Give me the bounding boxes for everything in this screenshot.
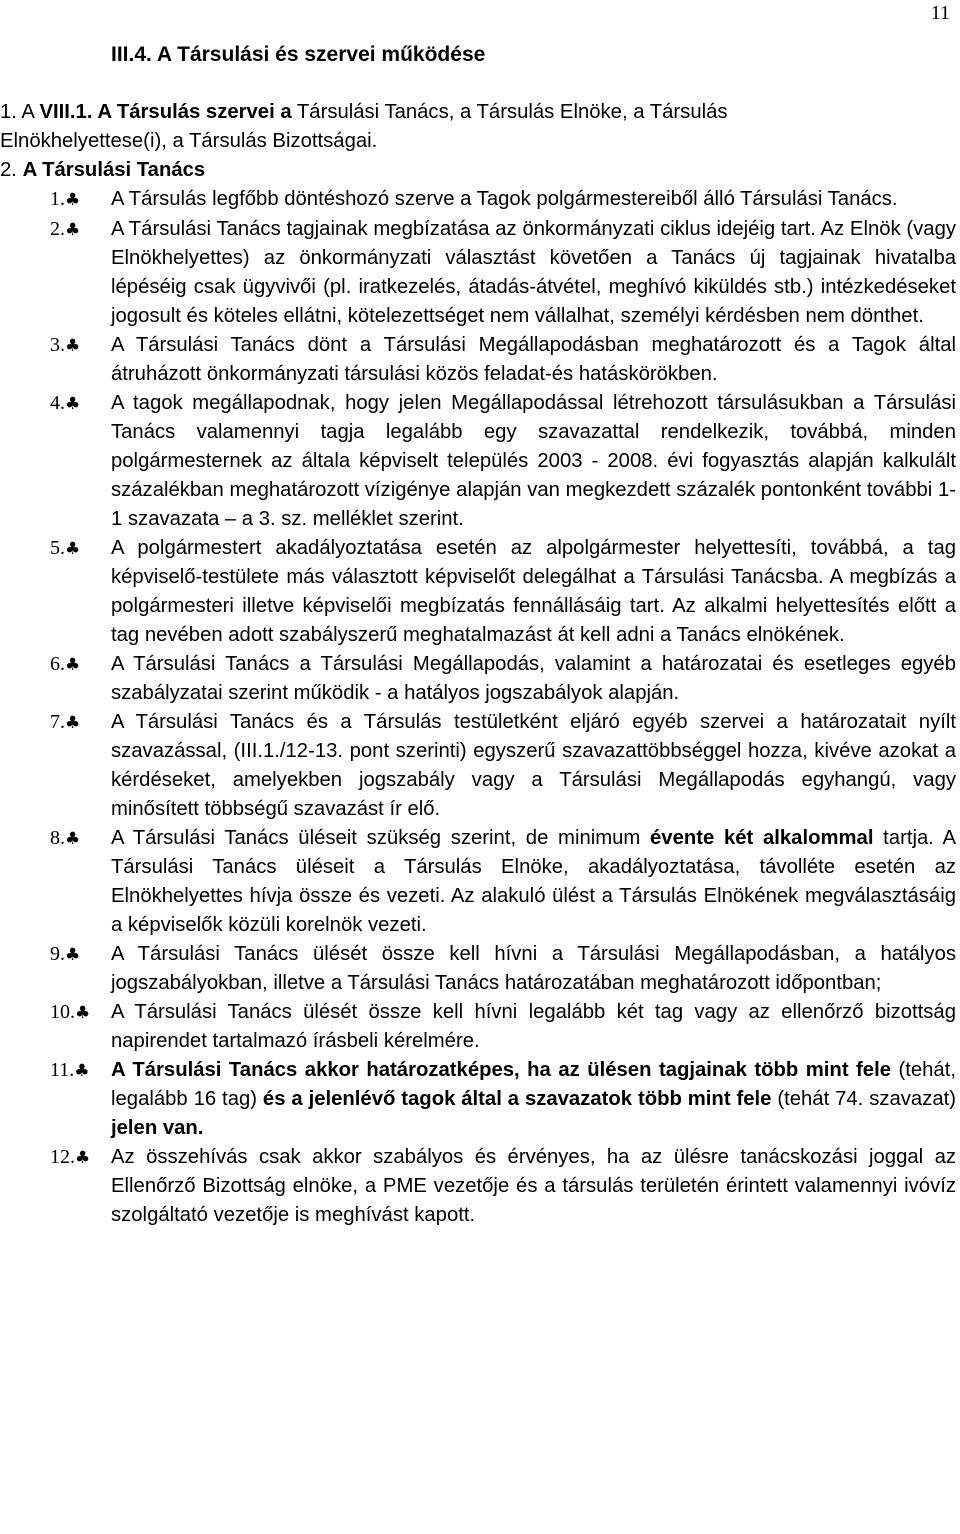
clause-number: 4. [50,392,65,414]
clause-number: 11. [50,1059,75,1081]
clause-number: 9. [50,943,65,965]
clause-11 [0,1056,958,1143]
club-bullet-icon: ♣ [75,1003,91,1023]
clause-marker [0,940,111,970]
intro-number: 1. A [0,101,40,123]
clause-bold-part: évente két alkalommal [650,827,874,849]
clause-7 [0,708,958,824]
clause-number: 8. [50,827,65,849]
clause-text-part: (tehát, legalább 16 tag) [111,1059,956,1110]
clause-marker [0,185,111,215]
clause-text: A Társulási Tanács dönt a Társulási Megállapodásban meghatározott és a Tagok által átruházott önkormányzati társulási közös feladat-és hatáskörökben. [111,334,956,385]
clause-bold-part: jelen van. [111,1117,204,1139]
clause-text [111,824,958,940]
sub-heading-title: A Társulási Tanács [22,159,206,181]
club-bullet-icon: ♣ [65,713,81,733]
sub-heading-number: 2. [0,159,23,181]
club-bullet-icon: ♣ [75,1148,91,1168]
clause-number: 5. [50,537,65,559]
intro-bold: VIII.1. A Társulás szervei a [39,101,292,123]
clause-bold-part: és a jelenlévő tagok által a szavazatok több mint fele [262,1088,772,1110]
clause-marker [0,1056,111,1086]
clause-number: 10. [50,1001,75,1023]
clause-text-part: tartja. A Társulási Tanács üléseit a Társulás Elnöke, akadályoztatása, távolléte esetén az Elnökhelyettes hívja össze és vezeti. Az alakuló ülést a Társulás Elnökének megválasztásáig a képviselők közüli korelnök vezeti. [111,827,956,936]
clause-5 [0,534,958,650]
club-bullet-icon: ♣ [65,829,81,849]
clause-4 [0,389,958,534]
page-number: 11 [930,2,950,24]
club-bullet-icon: ♣ [65,539,81,559]
intro-rest: Társulási Tanács, a Társulás Elnöke, a Társulás [291,101,728,123]
clause-text: A tagok megállapodnak, hogy jelen Megállapodással létrehozott társulásukban a Társulási Tanács valamennyi tagja legalább egy szavazattal rendelkezik, továbbá, minden polgármesternek az általa képviselt település 2003 - 2008. évi fogyasztás alapján kalkulált százalékban meghatározott vízigénye alapján van megkezdett százalék pontonként további 1-1 szavazata – a 3. sz. melléklet szerint. [111,392,956,530]
clause-number: 6. [50,653,65,675]
intro-line2: Elnökhelyettese(i), a Társulás Bizottságai. [0,130,378,152]
clause-text: A Társulási Tanács és a Társulás testületként eljáró egyéb szervei a határozatait nyílt szavazással, (III.1./12-13. pont szerinti) egyszerű szavazattöbbséggel hozza, kivéve azokat a kérdéseket, amelyekben jogszabály vagy a Társulási Megállapodás egyhangú, vagy minősített többségű szavazást ír elő. [111,711,956,820]
clause-text: A Társulási Tanács a Társulási Megállapodás, valamint a határozatai és esetleges egyéb szabályzatai szerint működik - a hatályos jogszabályok alapján. [111,653,956,704]
intro-paragraph [0,98,958,156]
clause-text-part: (tehát 74. szavazat) [771,1088,956,1110]
document-body [0,40,958,1230]
club-bullet-icon: ♣ [65,945,81,965]
clause-text: A Társulás legfőbb döntéshozó szerve a Tagok polgármestereiből álló Társulási Tanács. [111,188,898,210]
clause-9 [0,940,958,998]
club-bullet-icon: ♣ [65,394,81,414]
clause-text: A Társulási Tanács tagjainak megbízatása az önkormányzati ciklus idejéig tart. Az Elnök (vagy Elnökhelyettes) az önkormányzati választást követően a Tanács új tagjainak hivatalba lépéséig csak ügyvivői (pl. iratkezelés, átadás-átvétel, meghívó kiküldés stb.) intézkedéseket jogosult és köteles ellátni, kötelezettséget nem vállalhat, személyi kérdésben nem dönthet. [111,218,956,327]
section-title: III.4. A Társulási és szervei működése [111,43,486,66]
clause-marker [0,708,111,738]
clause-marker [0,215,111,245]
clause-number: 2. [50,218,65,240]
clause-text [111,1056,958,1143]
clause-1 [0,185,958,215]
clause-number: 3. [50,334,65,356]
club-bullet-icon: ♣ [65,336,81,356]
clause-text: A polgármestert akadályoztatása esetén az alpolgármester helyettesíti, továbbá, a tag képviselő-testülete más választott képviselőt delegálhat a Társulási Tanácsba. A megbízás a polgármesteri illetve képviselői megbízatás fennállásáig tart. Az alkalmi helyettesítés előtt a tag nevében adott szabályszerű meghatalmazást át kell adni a Tanács elnökének. [111,537,956,646]
clause-2 [0,215,958,331]
clause-number: 7. [50,711,65,733]
club-bullet-icon: ♣ [74,1061,90,1081]
clause-text-part: A Társulási Tanács üléseit szükség szerint, de minimum [111,827,651,849]
clause-marker [0,998,111,1028]
club-bullet-icon: ♣ [65,655,81,675]
clause-number: 1. [50,188,65,210]
sub-heading [0,156,958,185]
clause-text: Az összehívás csak akkor szabályos és érvényes, ha az ülésre tanácskozási joggal az Ellenőrző Bizottság elnöke, a PME vezetője és a társulás területén érintett valamennyi ivóvíz szolgáltató vezetője is meghívást kapott. [111,1146,956,1226]
clause-marker [0,824,111,854]
clause-6 [0,650,958,708]
clause-8 [0,824,958,940]
clause-3 [0,331,958,389]
clause-marker [0,331,111,361]
clause-bold-part: A Társulási Tanács akkor határozatképes, ha az ülésen tagjainak több mint fele [111,1059,891,1081]
clause-number: 12. [50,1146,75,1168]
clause-marker [0,389,111,419]
clause-marker [0,1143,111,1173]
clause-text: A Társulási Tanács ülését össze kell hívni a Társulási Megállapodásban, a hatályos jogszabályokban, illetve a Társulási Tanács határozatában meghatározott időpontban; [111,943,956,994]
clause-marker [0,650,111,680]
clause-12 [0,1143,958,1230]
club-bullet-icon: ♣ [65,220,81,240]
clause-marker [0,534,111,564]
clause-10 [0,998,958,1056]
clause-text: A Társulási Tanács ülését össze kell hívni legalább két tag vagy az ellenőrző bizottság napirendet tartalmazó írásbeli kérelmére. [111,1001,956,1052]
club-bullet-icon: ♣ [65,190,81,210]
